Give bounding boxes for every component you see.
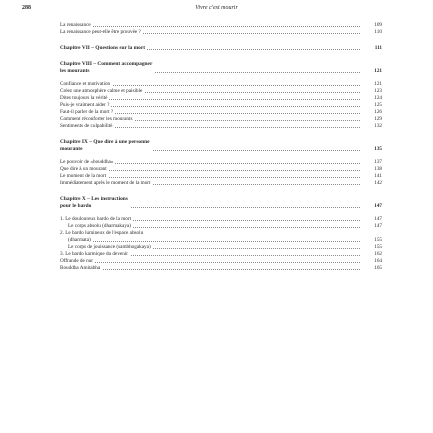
chapter-title-line1: Chapitre X – Les instructions [60,196,128,202]
leader-dots [60,262,360,263]
toc-entry-page: 109 [360,22,382,29]
toc-entry-label: Faut-il parler de la mort ? [60,109,114,115]
chapter-heading [60,139,382,153]
toc-entry [60,173,382,180]
page-number: 288 [22,5,31,11]
chapter-page-number: 147 [362,203,382,210]
toc-entry [60,109,382,116]
chapter-title-line1: Chapitre VIII – Comment accompagner [60,61,153,67]
chapter-page-number: 111 [362,45,382,52]
toc-entry [60,223,382,230]
chapter-page-number: 121 [362,68,382,75]
toc-entry-label: Le pouvoir de «bouddha» [60,159,114,165]
chapter-heading [60,45,382,52]
toc-entry-page: 155 [360,244,382,251]
toc-entry [60,180,382,187]
chapter-title [60,45,147,52]
toc-entry-page: 125 [360,102,382,109]
toc-entry-label: (dharmata) [68,237,91,243]
toc-entry-page: 142 [360,180,382,187]
table-of-contents [60,22,382,272]
spacer [60,52,382,61]
toc-entry [60,258,382,265]
leader-dots [60,26,360,27]
toc-entry-label: La renaissance [60,22,91,28]
toc-entry [60,265,382,272]
toc-entry [60,22,382,29]
toc-entry [60,81,382,88]
toc-entry-page: 138 [360,166,382,173]
toc-entry-page: 126 [360,109,382,116]
toc-entry-label: Puis-je vraiment aider ? [60,102,110,108]
spacer [60,130,382,139]
toc-entry-page: 147 [360,216,382,223]
spacer [60,36,382,45]
toc-entry-label: Dites toujours la vérité [60,95,108,101]
toc-entry-label: Que dire à un mourant [60,166,107,172]
toc-entry-label: La renaissance peut-elle être prouvée ? [60,29,141,35]
toc-entry-page: 155 [360,237,382,244]
toc-entry-label: Créez une atmosphère calme et paisible [60,88,143,94]
toc-entry-page: 123 [360,88,382,95]
toc-entry-page: 137 [360,159,382,166]
toc-entry-page: 110 [360,29,382,36]
toc-entry-label: Le moment de la mort [60,173,107,179]
toc-entry-page: 121 [360,81,382,88]
toc-entry-label: Confiance et motivation [60,81,111,87]
toc-entry [60,123,382,130]
toc-entry [60,237,382,244]
toc-entry [60,251,382,258]
toc-entry-label: Immédiatement après le moment de la mort [60,180,151,186]
toc-entry-label: Bouddha Amitabha [60,265,101,271]
toc-entry-page: 164 [360,258,382,265]
toc-entry-page: 165 [360,265,382,272]
page-header [22,5,411,15]
toc-entry [60,166,382,173]
toc-entry [60,116,382,123]
chapter-title-line1: Chapitre IX – Que dire à une personne [60,139,150,145]
chapter-page-number: 135 [362,146,382,153]
toc-entry [60,95,382,102]
chapter-heading [60,196,382,210]
chapter-title-line2: mourante [60,146,83,152]
toc-entry-label: Offrande de nur [60,258,94,264]
toc-entry [60,230,382,237]
chapter-title-line2: les mourants [60,68,90,74]
toc-entry-page: 162 [360,251,382,258]
toc-entry-page: 132 [360,123,382,130]
toc-entry-label: Sentiments de culpabilité [60,123,113,129]
toc-entry-label: Le corps de jouissance (sambhogakaya) [68,244,151,250]
leader-dots [68,241,360,242]
toc-entry [60,102,382,109]
toc-entry-label: 2. Le bardo lumineux de l'espace absolu [60,230,144,236]
toc-entry [60,244,382,251]
toc-entry-label: Comment réconforter les mourants [60,116,133,122]
toc-entry [60,216,382,223]
toc-entry-label: 1. Le douloureux bardo de la mort [60,216,132,222]
chapter-title [60,61,154,75]
toc-entry-page: 147 [360,223,382,230]
toc-entry [60,159,382,166]
toc-entry-page: 129 [360,116,382,123]
toc-entry-label: Le corps absolu (dharmakaya) [68,223,131,229]
toc-entry-label: 3. Le bardo karmique du devenir [60,251,128,257]
toc-entry-page: 141 [360,173,382,180]
chapter-title [60,139,152,153]
spacer [60,187,382,196]
toc-entry [60,88,382,95]
chapter-title-line2: pour le bardo [60,203,92,209]
chapter-heading [60,61,382,75]
running-title: Vivre c'est mourir [195,5,238,11]
toc-entry-page: 124 [360,95,382,102]
chapter-title-line1: Chapitre VII – Questions sur la mort [60,45,146,51]
chapter-title [60,196,130,210]
toc-entry [60,29,382,36]
leader-dots [60,269,360,270]
